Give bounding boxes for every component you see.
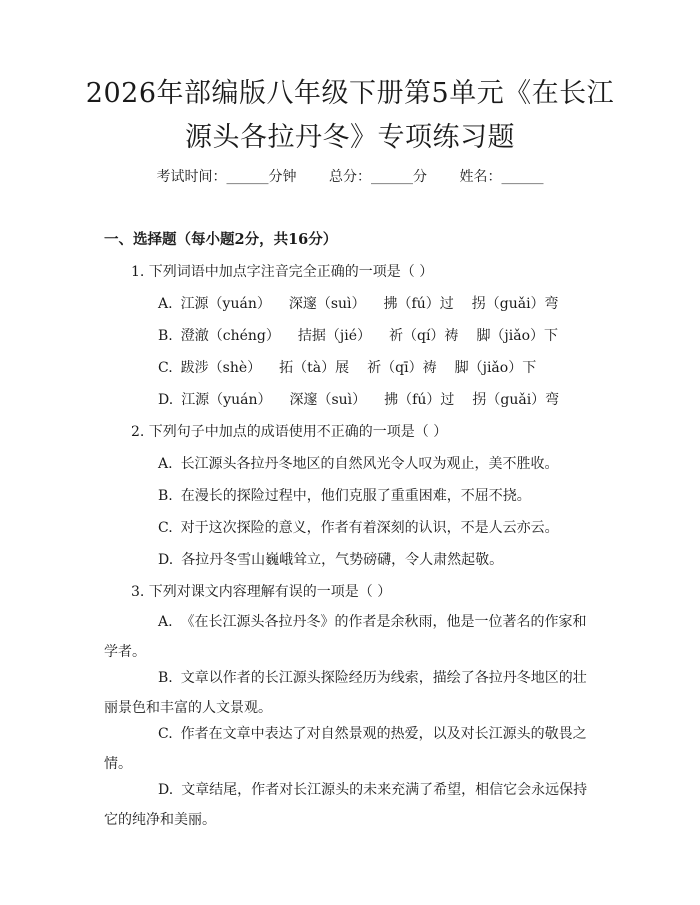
option-word: 祈（qí）祷 bbox=[388, 328, 459, 344]
name-field: 姓名：______ bbox=[459, 169, 544, 185]
option-letter: C. bbox=[158, 360, 173, 376]
option-letter: D. bbox=[158, 782, 174, 798]
option-word: 深邃（suì） bbox=[289, 392, 367, 408]
title-line-2: 源头各拉丹冬》专项练习题 bbox=[185, 122, 515, 153]
total-score-field: 总分：______分 bbox=[329, 169, 427, 185]
option-word: 深邃（suì） bbox=[288, 296, 366, 312]
option-text: 长江源头各拉丹冬地区的自然风光令人叹为观止，美不胜收。 bbox=[180, 456, 559, 472]
option-letter: D. bbox=[158, 552, 174, 568]
option-word: 拂（fú）过 bbox=[384, 392, 455, 408]
option-word: 拂（fú）过 bbox=[383, 296, 454, 312]
option-text: 各拉丹冬雪山巍峨耸立，气势磅礴，令人肃然起敬。 bbox=[181, 552, 504, 568]
document-title bbox=[60, 72, 640, 160]
option-word: 拐（guǎi）弯 bbox=[472, 392, 560, 408]
exam-info bbox=[0, 167, 700, 187]
option-text: 在漫长的探险过程中，他们克服了重重困难，不屈不挠。 bbox=[180, 488, 531, 504]
option-text: 《在长江源头各拉丹冬》的作者是余秋雨，他是一位著名的作家和学者。 bbox=[104, 614, 587, 660]
option-word: 脚（jiǎo）下 bbox=[476, 328, 559, 344]
question-1-option-b bbox=[158, 326, 558, 346]
option-text: 作者在文章中表达了对自然景观的热爱，以及对长江源头的敬畏之情。 bbox=[104, 726, 587, 772]
option-letter: A. bbox=[158, 296, 173, 312]
option-word: 澄澈（chéng） bbox=[180, 328, 280, 344]
option-word: 祈（qī）祷 bbox=[367, 360, 437, 376]
option-text: 对于这次探险的意义，作者有着深刻的认识，不是人云亦云。 bbox=[180, 520, 559, 536]
title-line-1: 2026年部编版八年级下册第5单元《在长江 bbox=[85, 78, 615, 109]
option-letter: A. bbox=[158, 614, 173, 630]
question-2-option-b bbox=[158, 486, 531, 506]
option-text: 文章结尾，作者对长江源头的未来充满了希望，相信它会永远保持它的纯净和美丽。 bbox=[104, 782, 588, 828]
question-1-stem: 1. 下列词语中加点字注音完全正确的一项是（ ） bbox=[131, 264, 434, 280]
option-word: 拐（guǎi）弯 bbox=[471, 296, 559, 312]
question-3-option-a bbox=[104, 607, 598, 667]
question-1-option-c bbox=[158, 358, 536, 378]
option-word: 江源（yuán） bbox=[181, 392, 272, 408]
option-word: 脚（jiǎo）下 bbox=[454, 360, 537, 376]
option-letter: B. bbox=[158, 488, 173, 504]
question-3-option-c bbox=[104, 719, 598, 779]
question-3-stem: 3. 下列对课文内容理解有误的一项是（ ） bbox=[131, 584, 392, 600]
question-2-option-a bbox=[158, 454, 559, 474]
question-1-option-a bbox=[158, 294, 559, 314]
question-1-option-d bbox=[158, 390, 559, 410]
option-word: 拮据（jié） bbox=[297, 328, 371, 344]
question-3-option-b bbox=[104, 663, 598, 723]
option-letter: B. bbox=[158, 670, 173, 686]
option-word: 江源（yuán） bbox=[180, 296, 271, 312]
option-letter: D. bbox=[158, 392, 174, 408]
exam-time-field: 考试时间：______分钟 bbox=[156, 169, 297, 185]
question-2-stem: 2. 下列句子中加点的成语使用不正确的一项是（ ） bbox=[131, 424, 448, 440]
question-2-option-c bbox=[158, 518, 559, 538]
option-letter: A. bbox=[158, 456, 173, 472]
question-2-option-d bbox=[158, 550, 503, 570]
option-word: 跋涉（shè） bbox=[180, 360, 262, 376]
option-text: 文章以作者的长江源头探险经历为线索，描绘了各拉丹冬地区的壮丽景色和丰富的人文景观。 bbox=[104, 670, 587, 716]
section-title: 一、选择题（每小题2分，共16分） bbox=[104, 231, 338, 248]
option-letter: B. bbox=[158, 328, 173, 344]
option-word: 拓（tà）展 bbox=[279, 360, 350, 376]
option-letter: C. bbox=[158, 520, 173, 536]
option-letter: C. bbox=[158, 726, 173, 742]
question-3-option-d bbox=[104, 775, 598, 835]
